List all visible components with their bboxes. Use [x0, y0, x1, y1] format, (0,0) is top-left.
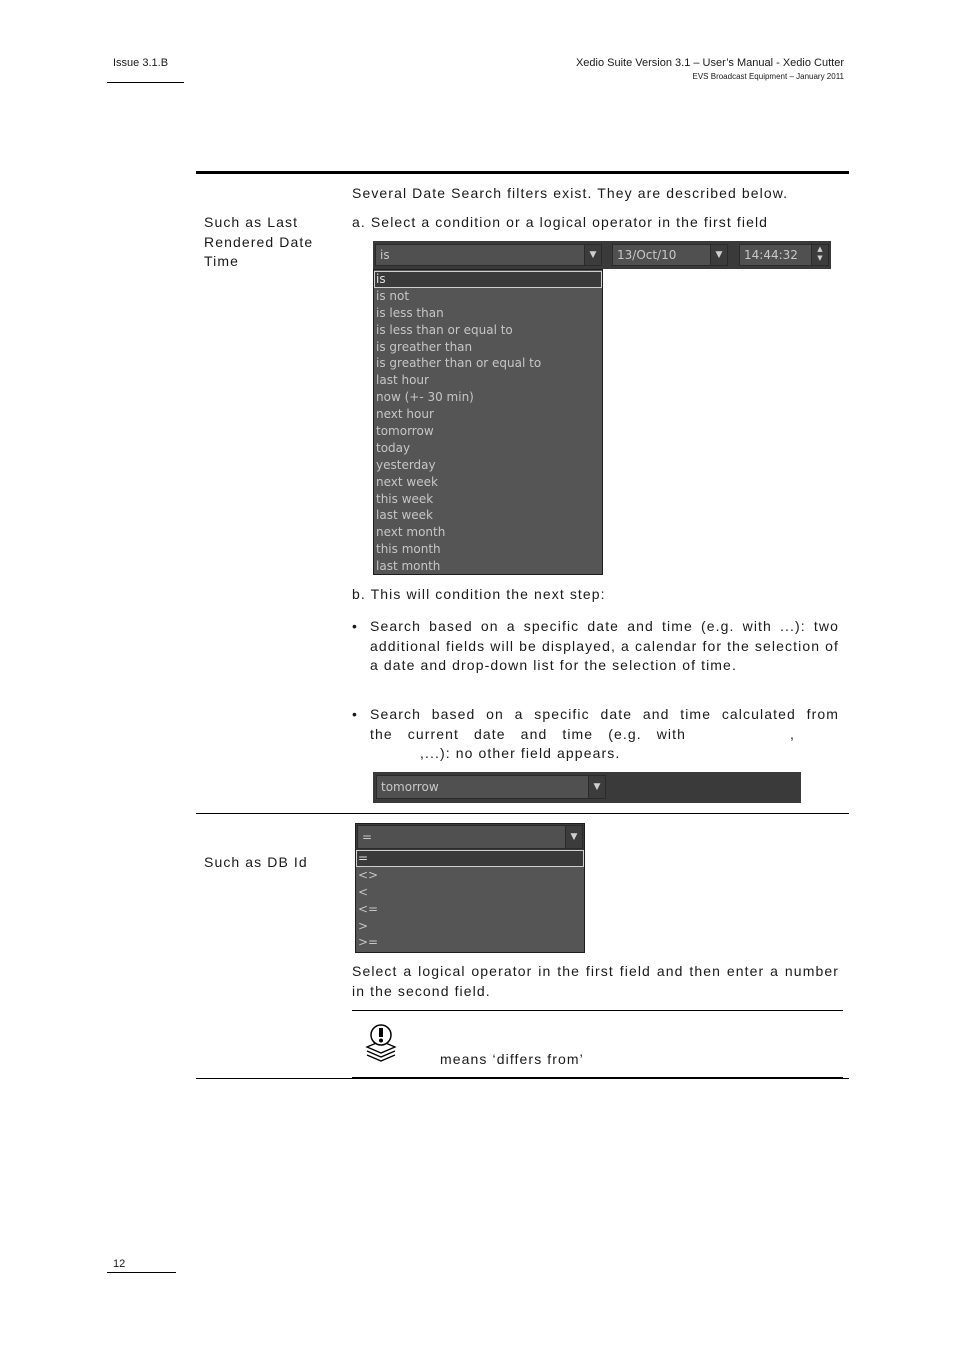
- bullet-dot-icon: •: [352, 618, 359, 634]
- row2-label: Such as DB Id: [204, 854, 308, 870]
- bullet2-line2-b: ,: [790, 725, 795, 742]
- chevron-down-icon[interactable]: ▼: [588, 776, 605, 798]
- dropdown-option[interactable]: yesterday: [376, 457, 436, 472]
- document-header: [576, 57, 844, 83]
- dropdown-option[interactable]: is greather than: [376, 339, 473, 354]
- dropdown-option[interactable]: today: [376, 440, 411, 455]
- dropdown-option[interactable]: next hour: [376, 407, 434, 422]
- date-picker[interactable]: [612, 244, 728, 266]
- dropdown-option[interactable]: =: [356, 850, 584, 867]
- operator-dropdown-list: [356, 850, 584, 952]
- dropdown-option[interactable]: is: [374, 271, 602, 288]
- document-subtitle: EVS Broadcast Equipment – January 2011: [692, 72, 844, 81]
- dropdown-option[interactable]: this week: [376, 491, 434, 506]
- dropdown-option[interactable]: last hour: [376, 373, 429, 388]
- dropdown-option[interactable]: >=: [358, 935, 379, 950]
- bullet2-line1: Search based on a specific date and time calculated from: [370, 706, 839, 722]
- bullet-relative-date-text: [370, 705, 839, 764]
- table-bottom-rule: [196, 1078, 849, 1079]
- note-top-rule: [352, 1010, 843, 1011]
- note-icon: [364, 1023, 398, 1063]
- date-filter-bar: [373, 241, 831, 269]
- dropdown-option[interactable]: is greather than or equal to: [376, 356, 542, 371]
- relative-date-combo-value: tomorrow: [381, 780, 439, 794]
- dropdown-option[interactable]: >: [358, 918, 369, 933]
- bullet-dot-icon: •: [352, 706, 359, 722]
- bullet-specific-date-text: Search based on a specific date and time (e.g. with ...): two additional fields will be displayed, a calendar for the selection of a date and drop-down list for the selection of time.: [370, 618, 839, 673]
- time-spinner[interactable]: [739, 244, 829, 266]
- dropdown-option[interactable]: last week: [376, 508, 433, 523]
- header-left-rule: [107, 82, 184, 83]
- dropdown-option[interactable]: now (+- 30 min): [376, 390, 474, 405]
- bullet2-line2-a: the current date and time (e.g. with: [370, 725, 686, 742]
- row1-label: Such as Last Rendered Date Time: [204, 214, 314, 269]
- row-separator: [196, 813, 849, 814]
- row1-intro: Several Date Search filters exist. They are described below.: [352, 185, 789, 201]
- operator-combo-value: =: [362, 830, 373, 844]
- chevron-down-icon[interactable]: ▼: [565, 826, 582, 848]
- condition-dropdown-list: [373, 269, 603, 575]
- operator-instruction: Select a logical operator in the first field and then enter a number in the second field.: [352, 963, 839, 999]
- bullet-relative-date: [352, 705, 839, 765]
- note-text: means ‘differs from’: [440, 1051, 584, 1067]
- dropdown-option[interactable]: is less than: [376, 305, 444, 320]
- dropdown-option[interactable]: this month: [376, 542, 441, 557]
- document-title: Xedio Suite Version 3.1 – User’s Manual - Xedio Cutter: [575, 57, 844, 69]
- chevron-down-icon[interactable]: ▼: [710, 245, 727, 265]
- dropdown-option[interactable]: tomorrow: [376, 424, 434, 439]
- relative-date-bar: [373, 772, 801, 803]
- dropdown-option[interactable]: next week: [376, 474, 438, 489]
- dropdown-option[interactable]: is not: [376, 288, 410, 303]
- condition-combo[interactable]: [375, 244, 602, 266]
- dropdown-option[interactable]: <=: [358, 901, 379, 916]
- operator-widget: [355, 823, 585, 953]
- step-a-text: a. Select a condition or a logical operator in the first field: [352, 214, 769, 230]
- relative-date-combo[interactable]: [376, 775, 606, 799]
- bullet2-line2: [370, 725, 839, 745]
- condition-combo-value: is: [380, 248, 390, 262]
- dropdown-option[interactable]: <>: [358, 867, 379, 882]
- bullet-specific-date: [352, 617, 839, 695]
- issue-label: Issue 3.1.B: [113, 57, 169, 69]
- operator-combo[interactable]: [357, 825, 583, 849]
- bullet2-line3: ,...): no other field appears.: [420, 745, 621, 761]
- table-top-rule: [196, 171, 849, 174]
- chevron-down-icon[interactable]: ▼: [584, 245, 601, 265]
- date-picker-value: 13/Oct/10: [617, 248, 677, 262]
- step-b-text: b. This will condition the next step:: [352, 586, 606, 602]
- dropdown-option[interactable]: next month: [376, 525, 446, 540]
- spin-arrows-icon[interactable]: ▲ ▼: [811, 245, 828, 265]
- dropdown-option[interactable]: <: [358, 884, 369, 899]
- dropdown-option[interactable]: last month: [376, 559, 441, 574]
- footer-rule: [107, 1272, 176, 1273]
- dropdown-option[interactable]: is less than or equal to: [376, 322, 513, 337]
- page-number: 12: [113, 1258, 126, 1270]
- time-spinner-value: 14:44:32: [744, 248, 798, 262]
